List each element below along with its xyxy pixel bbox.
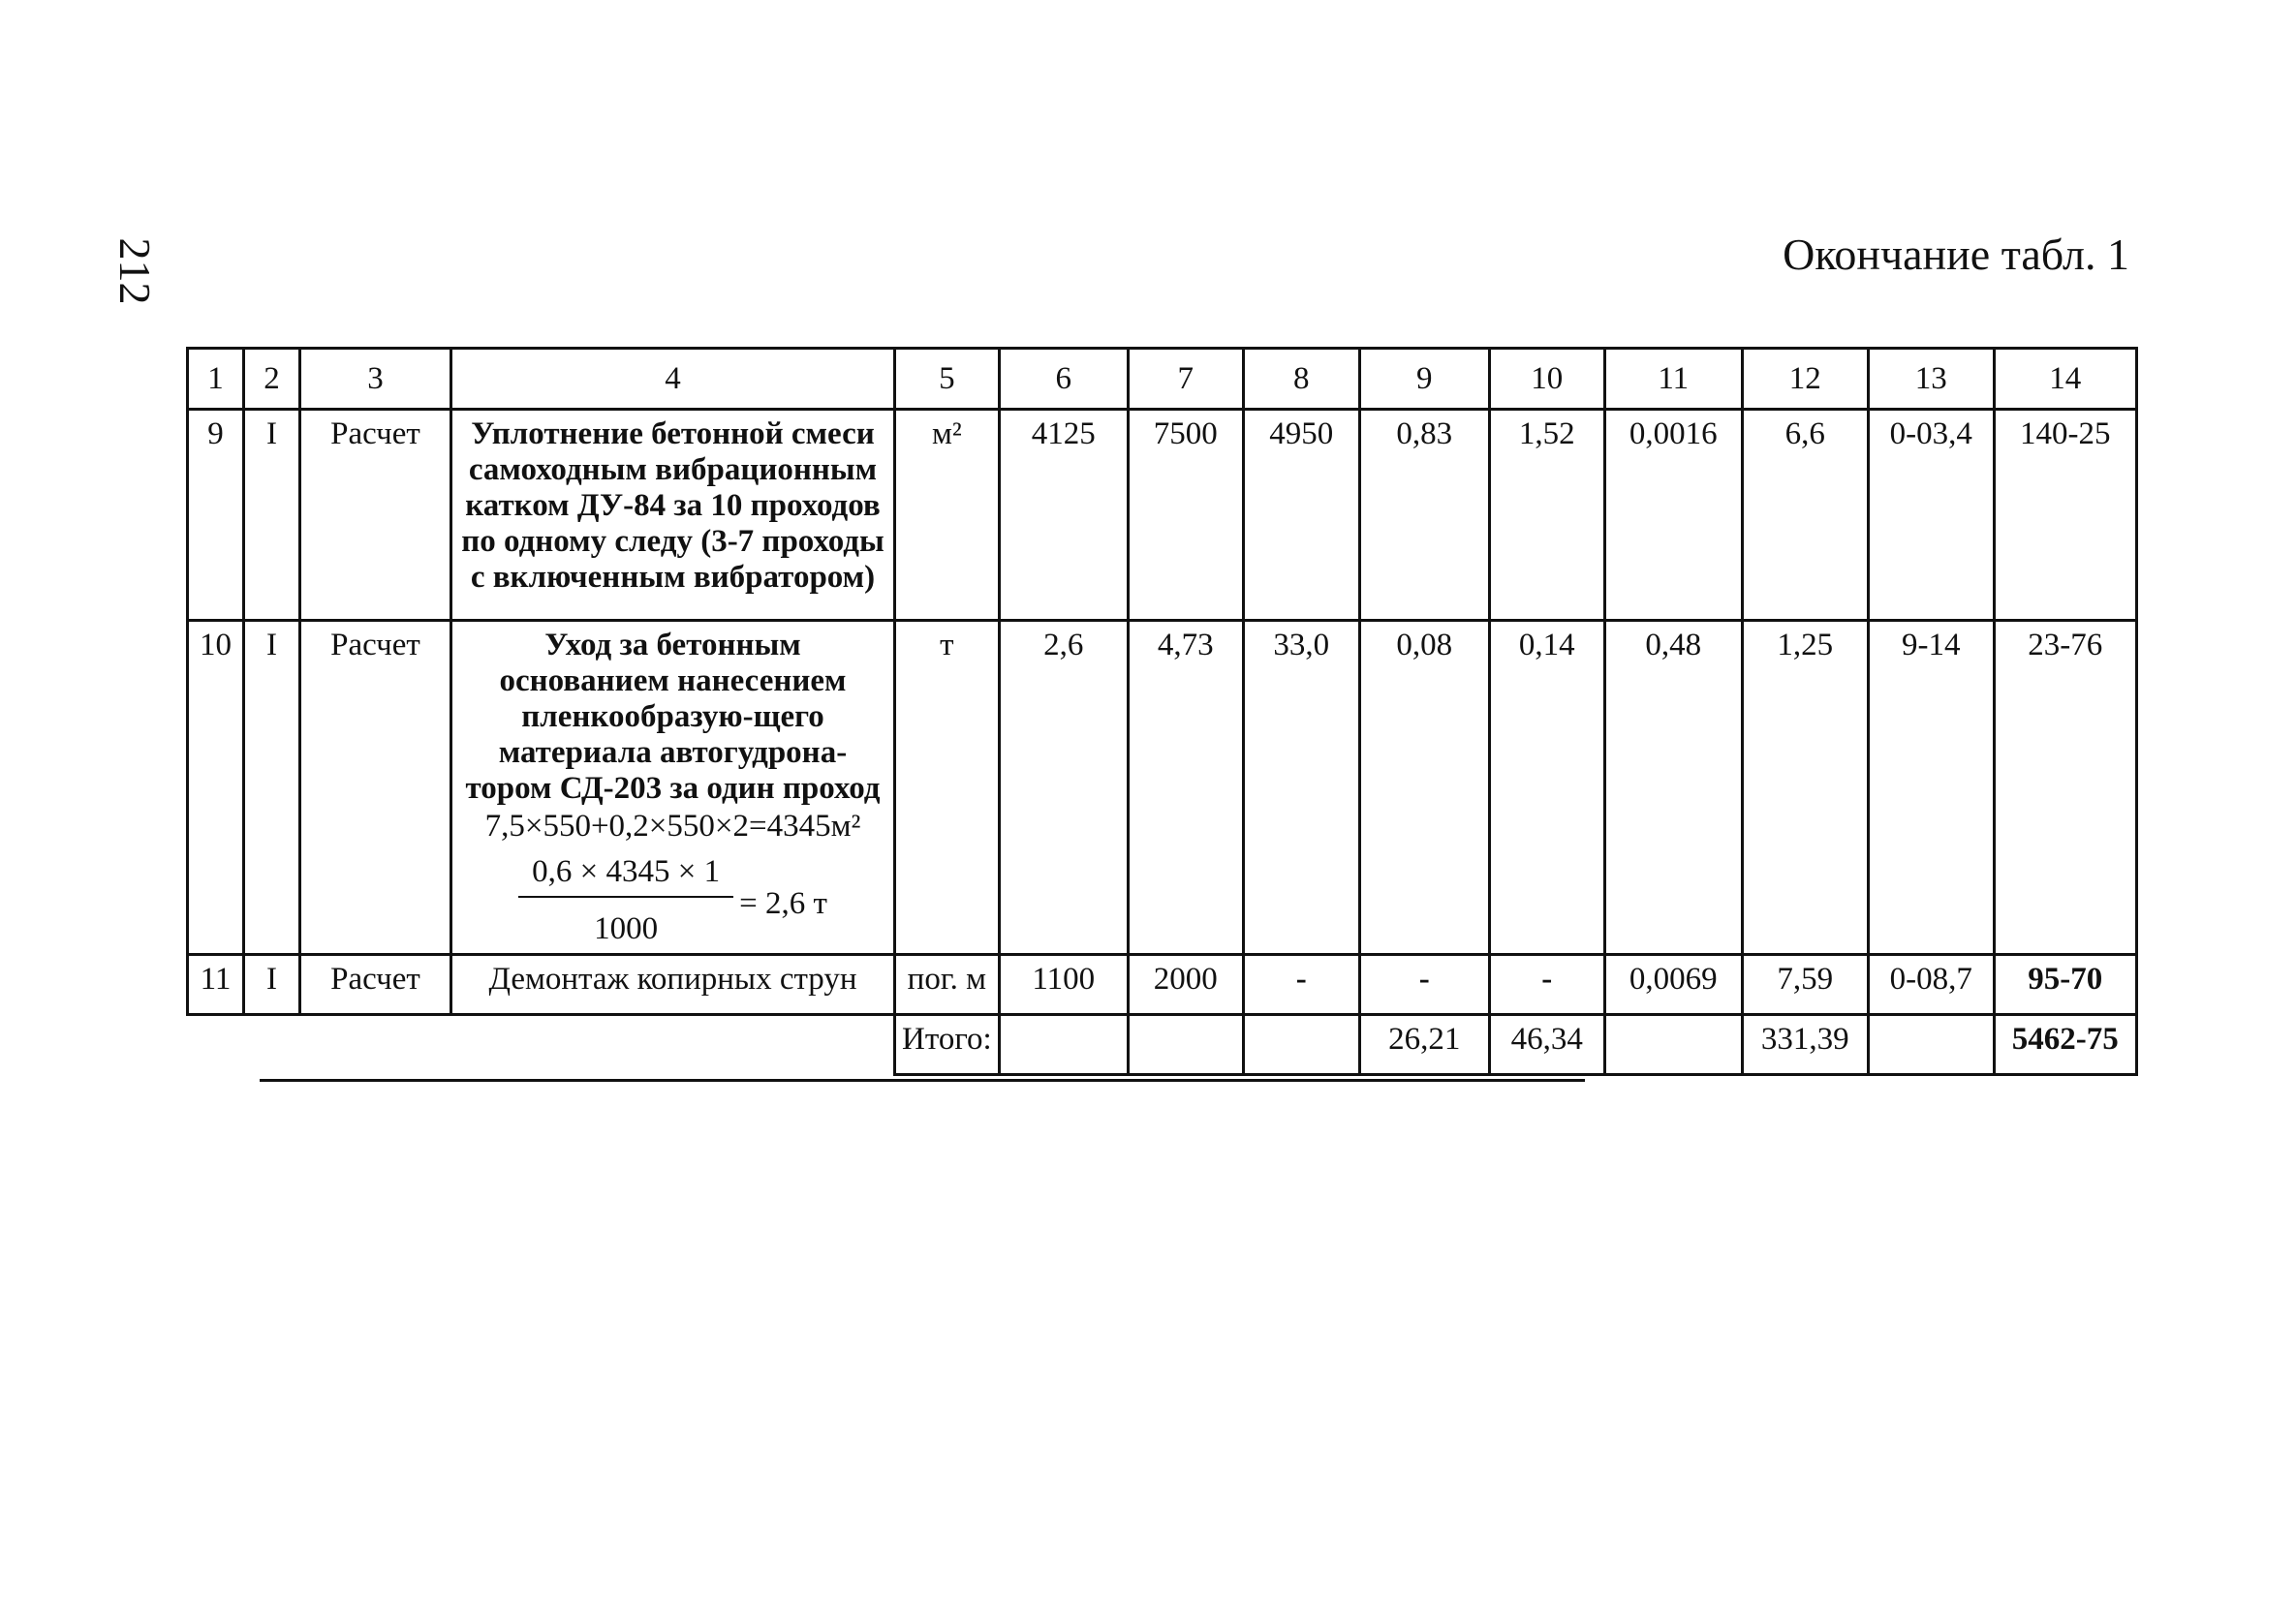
table-cell: 9-14 bbox=[1868, 621, 1994, 955]
totals-row bbox=[188, 1014, 2137, 1074]
totals-cell bbox=[1868, 1014, 1994, 1074]
totals-cell bbox=[999, 1014, 1128, 1074]
table-cell: 4125 bbox=[999, 410, 1128, 621]
header-cell: 3 bbox=[300, 349, 451, 410]
unit-cell: т bbox=[895, 621, 1000, 955]
row-number-cell: 11 bbox=[188, 954, 244, 1014]
header-row bbox=[188, 349, 2137, 410]
table-cell: 6,6 bbox=[1742, 410, 1868, 621]
totals-cell: 26,21 bbox=[1359, 1014, 1489, 1074]
table-row bbox=[188, 410, 2137, 621]
table-cell: I bbox=[244, 410, 300, 621]
totals-cell: 331,39 bbox=[1742, 1014, 1868, 1074]
description-cell: Демонтаж копирных струн bbox=[451, 954, 895, 1014]
table-cell: 7500 bbox=[1128, 410, 1243, 621]
table-cell: 1100 bbox=[999, 954, 1128, 1014]
table-cell: I bbox=[244, 621, 300, 955]
bottom-rule bbox=[260, 1079, 1585, 1082]
table-cell: 4,73 bbox=[1128, 621, 1243, 955]
table-cell: 95-70 bbox=[1994, 954, 2136, 1014]
calculation-line: 7,5×550+0,2×550×2=4345м² bbox=[484, 808, 861, 844]
description-cell: Уплотнение бетонной смеси самоходным вибрационным катком ДУ-84 за 10 проходов по одному следу (3-7 проходы с включенным вибратором) bbox=[451, 410, 895, 621]
table-cell: 33,0 bbox=[1243, 621, 1359, 955]
table-cell: 0,08 bbox=[1359, 621, 1489, 955]
header-cell: 2 bbox=[244, 349, 300, 410]
table-cell: - bbox=[1489, 954, 1604, 1014]
totals-cell bbox=[1128, 1014, 1243, 1074]
fraction-formula bbox=[518, 854, 827, 947]
data-table bbox=[186, 347, 2138, 1076]
totals-blank bbox=[188, 1014, 895, 1074]
page-number: 212 bbox=[110, 237, 161, 305]
row-number-cell: 10 bbox=[188, 621, 244, 955]
header-cell: 5 bbox=[895, 349, 1000, 410]
table-cell: 0,83 bbox=[1359, 410, 1489, 621]
table-row bbox=[188, 954, 2137, 1014]
method-cell: Расчет bbox=[300, 410, 451, 621]
table-cell: 1,52 bbox=[1489, 410, 1604, 621]
totals-cell bbox=[1243, 1014, 1359, 1074]
table-cell: 140-25 bbox=[1994, 410, 2136, 621]
header-cell: 13 bbox=[1868, 349, 1994, 410]
table-cell: 1,25 bbox=[1742, 621, 1868, 955]
description-cell bbox=[451, 621, 895, 955]
header-cell: 11 bbox=[1604, 349, 1742, 410]
row-number-cell: 9 bbox=[188, 410, 244, 621]
header-cell: 4 bbox=[451, 349, 895, 410]
table-cell: I bbox=[244, 954, 300, 1014]
method-cell: Расчет bbox=[300, 621, 451, 955]
table-cell: 2000 bbox=[1128, 954, 1243, 1014]
totals-label: Итого: bbox=[895, 1014, 1000, 1074]
table-cell: 7,59 bbox=[1742, 954, 1868, 1014]
method-cell: Расчет bbox=[300, 954, 451, 1014]
header-cell: 6 bbox=[999, 349, 1128, 410]
header-cell: 1 bbox=[188, 349, 244, 410]
table-cell: 2,6 bbox=[999, 621, 1128, 955]
table-cell: 4950 bbox=[1243, 410, 1359, 621]
totals-cell: 46,34 bbox=[1489, 1014, 1604, 1074]
fraction-result: = 2,6 т bbox=[739, 886, 827, 922]
table-cell: 0-03,4 bbox=[1868, 410, 1994, 621]
header-cell: 7 bbox=[1128, 349, 1243, 410]
header-cell: 10 bbox=[1489, 349, 1604, 410]
description-text: Уход за бетонным основанием нанесением пленкообразую-щего материала автогудрона-тором СД-203 за один проход bbox=[465, 628, 881, 806]
unit-cell: м² bbox=[895, 410, 1000, 621]
table-cell: 23-76 bbox=[1994, 621, 2136, 955]
table-cell: - bbox=[1359, 954, 1489, 1014]
unit-cell: пог. м bbox=[895, 954, 1000, 1014]
header-cell: 14 bbox=[1994, 349, 2136, 410]
table-cell: 0,14 bbox=[1489, 621, 1604, 955]
totals-cell: 5462-75 bbox=[1994, 1014, 2136, 1074]
totals-cell bbox=[1604, 1014, 1742, 1074]
header-cell: 12 bbox=[1742, 349, 1868, 410]
table-cell: - bbox=[1243, 954, 1359, 1014]
table-cell: 0,0016 bbox=[1604, 410, 1742, 621]
header-cell: 9 bbox=[1359, 349, 1489, 410]
table-caption: Окончание табл. 1 bbox=[1783, 230, 2129, 279]
table-cell: 0,0069 bbox=[1604, 954, 1742, 1014]
table-row bbox=[188, 621, 2137, 955]
header-cell: 8 bbox=[1243, 349, 1359, 410]
table-cell: 0-08,7 bbox=[1868, 954, 1994, 1014]
fraction-numerator: 0,6 × 4345 × 1 bbox=[518, 854, 733, 898]
fraction-denominator: 1000 bbox=[594, 910, 659, 946]
table-cell: 0,48 bbox=[1604, 621, 1742, 955]
